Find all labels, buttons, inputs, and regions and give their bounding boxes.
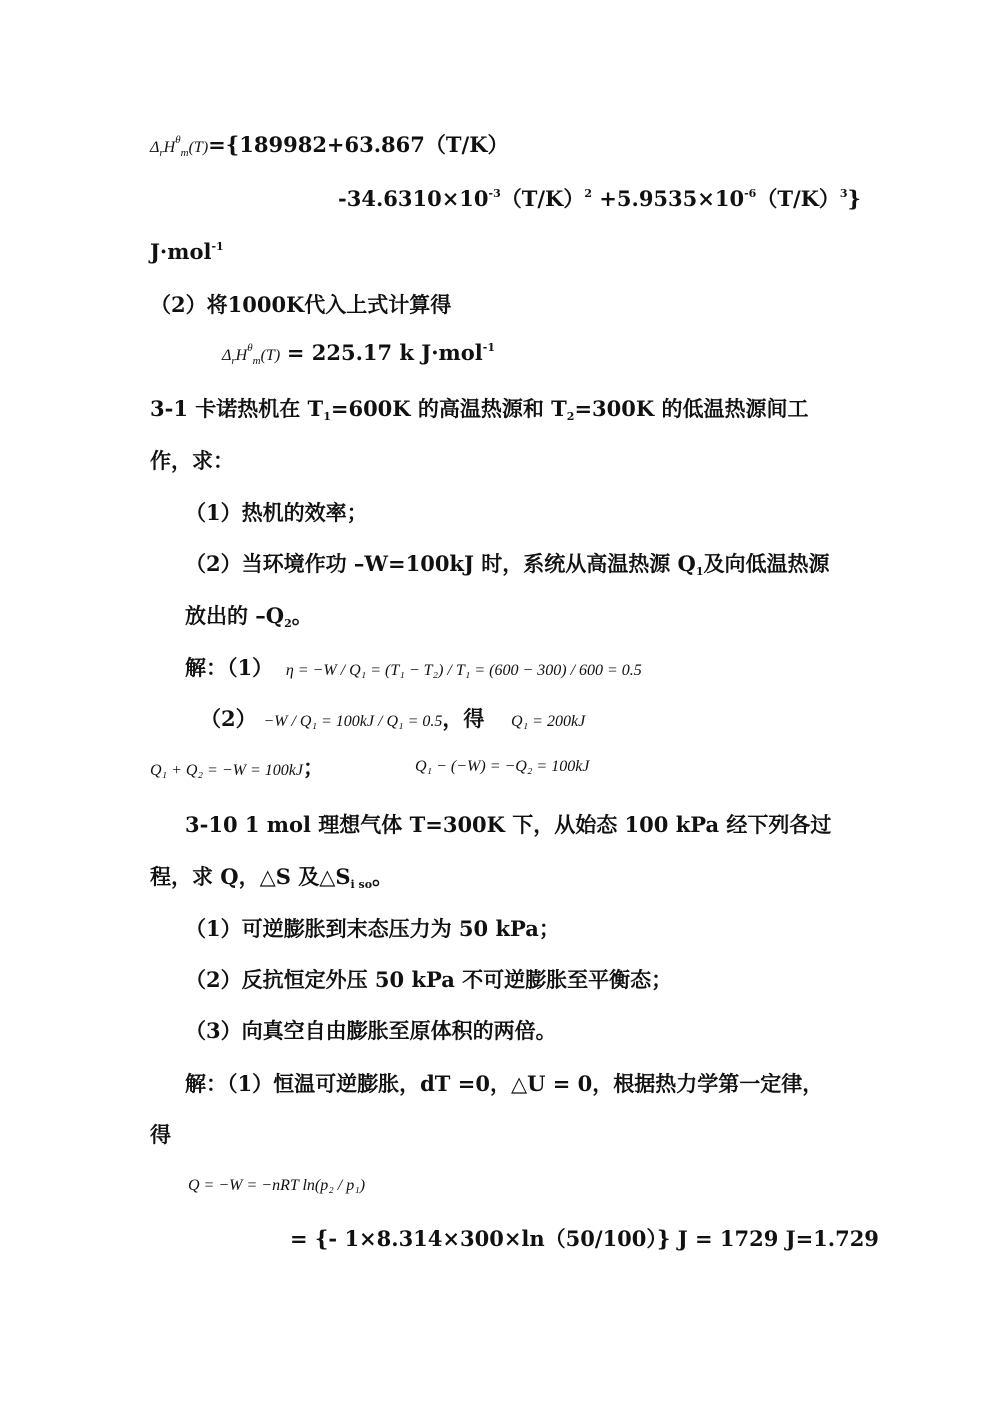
problem-3-10-title: 3-10 1 mol 理想气体 T=300K 下，从始态 100 kPa 经下列各过 xyxy=(185,812,832,837)
problem-3-1-solution2: （2） −W / Q₁ = 100kJ / Q₁ = 0.5，得 Q₁ = 200kJ xyxy=(200,706,586,731)
problem-3-1-q2: （2）当环境作功 –W=100kJ 时，系统从高温热源 $Q_1$及向低温热源 xyxy=(185,551,830,578)
step2-heading: （2）将1000K代入上式计算得 xyxy=(150,292,452,317)
q1-result: Q₁ = 200kJ xyxy=(511,713,586,730)
problem-3-10-solution-cont: 得 xyxy=(150,1122,171,1147)
problem-3-10-title-cont: 程，求 Q，△S 及$\triangle S_{i so}$。 xyxy=(150,864,394,891)
work-equation: Q = −W = −nRT ln(p₂ / p₁) xyxy=(188,1177,366,1194)
problem-3-1-q1: （1）热机的效率； xyxy=(185,500,368,525)
enthalpy-unit-line: J·mol$^{-1}$ xyxy=(150,239,224,264)
problem-3-1-title-cont: 作，求： xyxy=(150,448,234,473)
heat-balance-equation: Q₁ + Q₂ = −W = 100kJ xyxy=(150,762,303,779)
problem-3-1-solution3: Q₁ + Q₂ = −W = 100kJ； xyxy=(150,755,324,780)
problem-3-1-title: 3-1 卡诺热机在 $T_1=600K$ 的高温热源和 $T_2=300K$ 的低温热源间工 xyxy=(150,396,809,423)
enthalpy-expression-part1: ={189982+63.867（T/K） xyxy=(208,132,509,157)
delta-r-h-symbol: $\Delta_rH^\theta_m(T)$ xyxy=(150,134,209,159)
heat-released-equation: Q₁ − (−W) = −Q₂ = 100kJ xyxy=(415,758,590,775)
q1-equation: −W / Q₁ = 100kJ / Q₁ = 0.5 xyxy=(263,713,443,730)
enthalpy-equation-line2: $-34.6310\times 10^{-3}(T/K)^2 +5.9535\times 10^{-6}(T/K)^3$} xyxy=(338,186,862,211)
enthalpy-equation-line1 xyxy=(150,134,508,159)
problem-3-1-solution1: 解：（1） η = −W / Q₁ = (T₁ − T₂) / T₁ = (600 − 300) / 600 = 0.5 xyxy=(185,655,642,680)
problem-3-10-p2: （2）反抗恒定外压 50 kPa 不可逆膨胀至平衡态； xyxy=(185,967,673,992)
problem-3-10-p1: （1）可逆膨胀到末态压力为 50 kPa； xyxy=(185,916,560,941)
enthalpy-result-line: $\Delta_rH^\theta_m(T) = 225.17$ k J·mol$^{-1}$ xyxy=(222,340,495,367)
efficiency-equation: η = −W / Q₁ = (T₁ − T₂) / T₁ = (600 − 300) / 600 = 0.5 xyxy=(285,662,642,679)
work-calculation: = {- 1×8.314×300×ln（50/100）} J = 1729 J=1.729 xyxy=(290,1226,879,1251)
problem-3-1-q2-cont: 放出的 $-Q_2$。 xyxy=(185,603,313,630)
problem-3-10-solution: 解：（1）恒温可逆膨胀，dT =0，△U = 0，根据热力学第一定律， xyxy=(185,1071,824,1096)
delta-r-h-symbol: $\Delta_rH^\theta_m(T)$ xyxy=(222,342,281,367)
problem-3-10-p3: （3）向真空自由膨胀至原体积的两倍。 xyxy=(185,1018,557,1043)
